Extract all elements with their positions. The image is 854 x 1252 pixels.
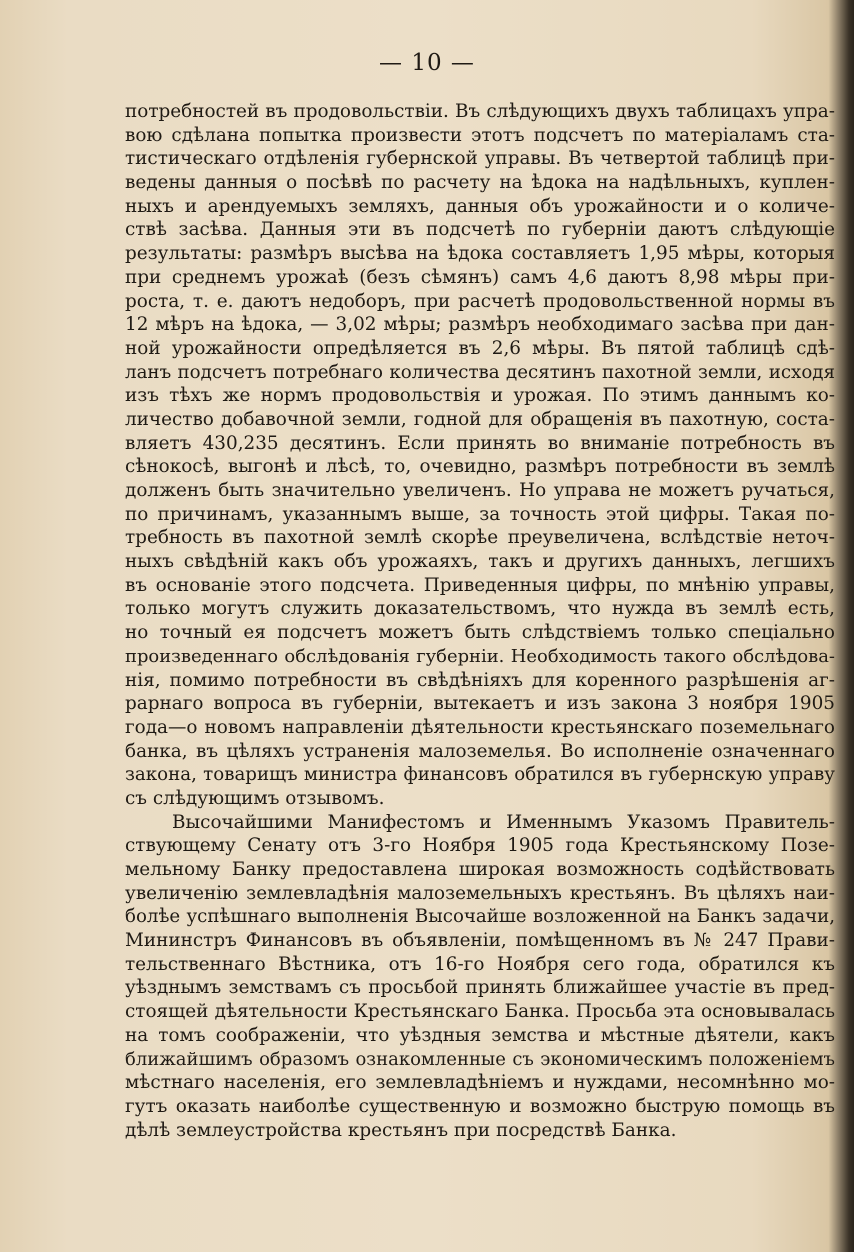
body-text [125, 100, 835, 1142]
text-line: дѣлѣ землеустройства крестьянъ при посредствѣ Банка. [125, 1119, 677, 1141]
text-line: по причинамъ, указаннымъ выше, за точность этой цифры. Такая по- [125, 503, 835, 525]
text-line: Мининстръ Финансовъ въ объявленіи, помѣщенномъ въ № 247 Прави- [125, 930, 835, 952]
text-line: тельственнаго Вѣстника, отъ 16-го Ноября сего года, обратился къ [125, 953, 835, 975]
text-line: болѣе успѣшнаго выполненія Высочайше возложенной на Банкъ задачи, [125, 906, 835, 928]
text-line: года—о новомъ направленіи дѣятельности крестьянскаго поземельнаго [125, 716, 835, 738]
text-line: въ основаніе этого подсчета. Приведенныя цифры, по мнѣнію управы, [125, 574, 835, 596]
text-line: ствѣ засѣва. Данныя эти въ подсчетѣ по губерніи даютъ слѣдующіе [125, 219, 835, 241]
text-line: результаты: размѣръ высѣва на ѣдока составляетъ 1,95 мѣры, которыя [125, 243, 835, 265]
text-line: банка, въ цѣляхъ устраненія малоземелья. Во исполненіе означеннаго [125, 740, 835, 762]
paragraph-1 [125, 100, 835, 811]
text-line: требность въ пахотной землѣ скорѣе преувеличена, вслѣдствіе неточ- [125, 527, 835, 549]
page-number: — 10 — [379, 50, 475, 76]
text-line: произведеннаго обслѣдованія губерніи. Необходимость такого обслѣдова- [125, 645, 835, 667]
text-line: закона, товарищъ министра финансовъ обратился въ губернскую управу [125, 764, 835, 786]
paragraph-2 [125, 811, 835, 1143]
text-line: ной урожайности опредѣляется въ 2,6 мѣры. Въ пятой таблицѣ сдѣ- [125, 337, 835, 359]
text-line: при среднемъ урожаѣ (безъ сѣмянъ) самъ 4,6 даютъ 8,98 мѣры при- [125, 266, 835, 288]
text-line: вляетъ 430,235 десятинъ. Если принять во вниманіе потребность въ [125, 432, 835, 454]
text-line: но точный ея подсчетъ можетъ быть слѣдствіемъ только спеціально [125, 622, 835, 644]
text-line: ствующему Сенату отъ 3-го Ноября 1905 года Крестьянскому Позе- [125, 835, 835, 857]
text-line: ланъ подсчетъ потребнаго количества десятинъ пахотной земли, исходя [125, 361, 835, 383]
text-line: тистическаго отдѣленія губернской управы. Въ четвертой таблицѣ при- [125, 148, 835, 170]
text-line: ближайшимъ образомъ ознакомленные съ экономическимъ положеніемъ [125, 1048, 835, 1070]
text-line: мельному Банку предоставлена широкая возможность содѣйствовать [125, 859, 835, 880]
text-line: вою сдѣлана попытка произвести этотъ подсчетъ по матеріаламъ ста- [125, 124, 835, 146]
text-line: уѣзднымъ земствамъ съ просьбой принять ближайшее участіе въ пред- [125, 977, 835, 999]
text-line: сѣнокосѣ, выгонѣ и лѣсѣ, то, очевидно, размѣръ потребности въ землѣ [125, 456, 835, 478]
text-line: ныхъ свѣдѣній какъ объ урожаяхъ, такъ и другихъ данныхъ, легшихъ [125, 551, 835, 573]
text-line: ведены данныя о посѣвѣ по расчету на ѣдока на надѣльныхъ, куплен- [125, 172, 835, 194]
text-line: ныхъ и арендуемыхъ земляхъ, данныя объ урожайности и о количе- [125, 195, 835, 217]
text-line: Высочайшими Манифестомъ и Именнымъ Указомъ Правитель- [172, 811, 835, 833]
text-line: потребностей въ продовольствіи. Въ слѣдующихъ двухъ таблицахъ упра- [125, 101, 835, 122]
text-line: увеличенію землевладѣнія малоземельныхъ крестьянъ. Въ цѣляхъ наи- [125, 882, 835, 904]
text-line: гутъ оказать наиболѣе существенную и возможно быструю помощь въ [125, 1095, 835, 1117]
text-line: мѣстнаго населенія, его землевладѣніемъ и нуждами, несомнѣнно мо- [125, 1072, 835, 1094]
text-line: съ слѣдующимъ отзывомъ. [125, 787, 385, 809]
text-line: личество добавочной земли, годной для обращенія въ пахотную, соста- [125, 408, 835, 430]
text-line: стоящей дѣятельности Крестьянскаго Банка. Просьба эта основывалась [125, 1001, 835, 1023]
text-line: только могутъ служить доказательствомъ, что нужда въ землѣ есть, [125, 598, 835, 620]
text-line: долженъ быть значительно увеличенъ. Но управа не можетъ ручаться, [125, 480, 835, 501]
text-line: изъ тѣхъ же нормъ продовольствія и урожая. По этимъ даннымъ ко- [125, 385, 835, 407]
text-line: рарнаго вопроса въ губерніи, вытекаетъ и изъ закона 3 ноября 1905 [125, 693, 835, 715]
text-line: 12 мѣръ на ѣдока, — 3,02 мѣры; размѣръ необходимаго засѣва при дан- [125, 314, 835, 336]
text-line: роста, т. е. даютъ недоборъ, при расчетѣ продовольственной нормы въ [125, 290, 835, 312]
text-line: нія, помимо потребности въ свѣдѣніяхъ для коренного разрѣшенія аг- [125, 669, 835, 691]
text-line: на томъ соображеніи, что уѣздныя земства и мѣстные дѣятели, какъ [125, 1024, 835, 1046]
